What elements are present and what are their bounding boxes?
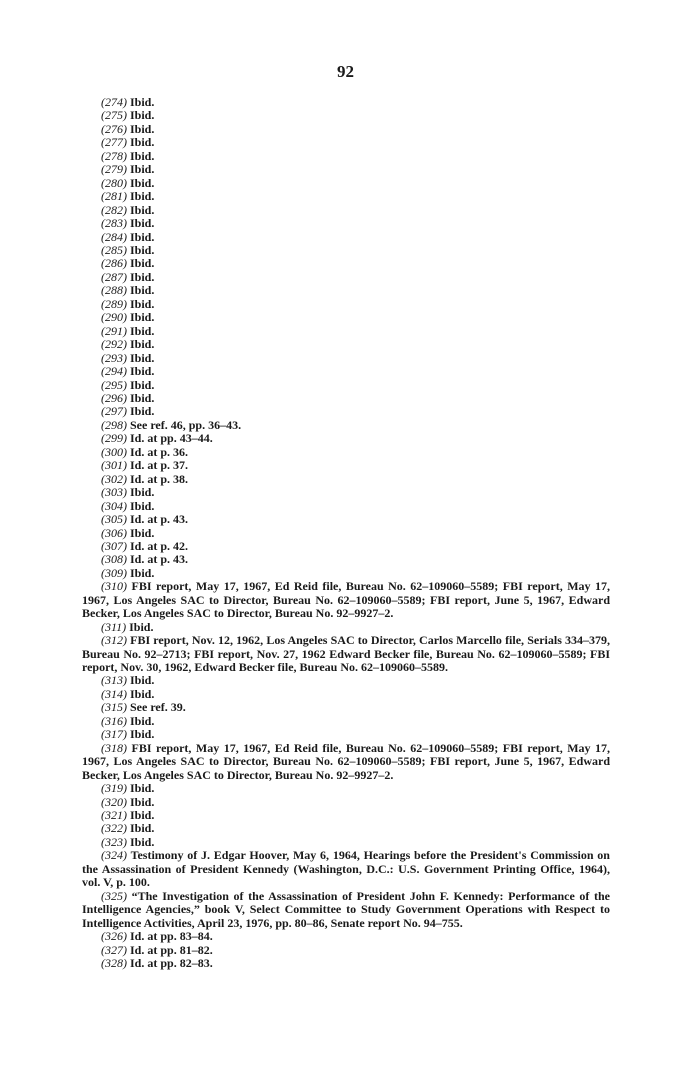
endnote-number: (312) [101, 633, 127, 648]
endnote-number: (320) [101, 794, 127, 809]
endnote-text: Ibid. [130, 310, 155, 325]
endnote [82, 379, 610, 392]
endnote-text: Ibid. [130, 565, 155, 580]
endnote-text: Ibid. [130, 202, 155, 217]
endnote [82, 419, 610, 432]
endnote-number: (285) [101, 242, 127, 257]
endnote-number: (321) [101, 808, 127, 823]
endnote [82, 742, 610, 782]
endnote [82, 405, 610, 418]
endnote-number: (287) [101, 269, 127, 284]
endnote-number: (301) [101, 458, 127, 473]
endnote-text: FBI report, May 17, 1967, Ed Reid file, Bureau No. 62–109060–5589; FBI report, May 17, 1967, Los Angeles SAC to Director, Bureau No. 62–109060–5589; FBI report, June 5, 1967, Edward Becker, Los Angeles SAC to Director, Bureau No. 92–9927–2. [82, 740, 611, 782]
endnote-text: Id. at pp. 43–44. [130, 431, 213, 446]
endnote-text: Id. at p. 43. [130, 552, 189, 567]
endnote [82, 849, 610, 889]
endnote [82, 567, 610, 580]
endnote-text: Id. at p. 36. [130, 444, 189, 459]
endnote-number: (288) [101, 283, 127, 298]
endnote-text: Ibid. [130, 121, 155, 136]
endnote [82, 244, 610, 257]
endnote-text: Ibid. [130, 162, 155, 177]
endnote-text: See ref. 39. [130, 700, 186, 715]
endnote-text: Id. at p. 43. [130, 512, 189, 527]
endnote-text: Ibid. [129, 619, 154, 634]
endnote-text: Ibid. [130, 337, 155, 352]
endnote-text: Ibid. [130, 821, 155, 836]
endnote [82, 486, 610, 499]
endnote-text: Id. at pp. 82–83. [130, 956, 213, 970]
endnote-text: Ibid. [130, 350, 155, 365]
endnote-number: (275) [101, 108, 127, 123]
endnote-text: FBI report, Nov. 12, 1962, Los Angeles SAC to Director, Carlos Marcello file, Serials 334–379, Bureau No. 92–2713; FBI report, Nov. 27, 1962 Edward Becker file, Bureau No. 62–109060–5589; FBI report, Nov. 30, 1962, Edward Becker file, Bureau No. 62–109060–5589. [82, 633, 611, 675]
endnote-text: Ibid. [130, 364, 155, 379]
endnote-text: Ibid. [130, 485, 155, 500]
endnote [82, 284, 610, 297]
endnote-text: Testimony of J. Edgar Hoover, May 6, 1964, Hearings before the President's Commission on the Assassination of President Kennedy (Washington, D.C.: U.S. Government Printing Office, 1964), vol. V, p. 100. [82, 848, 610, 890]
endnote [82, 473, 610, 486]
endnote [82, 204, 610, 217]
endnote-text: Ibid. [130, 525, 155, 540]
endnote-number: (280) [101, 175, 127, 190]
endnote-number: (300) [101, 444, 127, 459]
endnote-text: Ibid. [130, 498, 155, 513]
endnote-number: (295) [101, 377, 127, 392]
endnote-text: Ibid. [130, 135, 155, 150]
page-number: 92 [337, 62, 354, 81]
endnote [82, 527, 610, 540]
endnote [82, 217, 610, 230]
endnote-number: (324) [101, 848, 127, 863]
endnote-text: Ibid. [130, 727, 155, 742]
endnote-number: (309) [101, 565, 127, 580]
endnote-number: (279) [101, 162, 127, 177]
endnote-number: (289) [101, 296, 127, 311]
endnote [82, 890, 610, 930]
endnote-text: FBI report, May 17, 1967, Ed Reid file, Bureau No. 62–109060–5589; FBI report, May 17, 1967, Los Angeles SAC to Director, Bureau No. 62–109060–5589; FBI report, June 5, 1967, Edward Becker, Los Angeles SAC to Director, Bureau No. 92–9927–2. [82, 579, 611, 621]
endnote-text: See ref. 46, pp. 36–43. [130, 417, 242, 432]
endnote [82, 782, 610, 795]
endnote-text: Ibid. [130, 242, 155, 257]
endnote [82, 553, 610, 566]
endnote-text: Id. at pp. 83–84. [130, 929, 213, 944]
endnote-number: (283) [101, 216, 127, 231]
endnote-text: Ibid. [130, 216, 155, 231]
endnote [82, 580, 610, 620]
endnote-text: Id. at p. 42. [130, 538, 189, 553]
endnote-number: (326) [101, 929, 127, 944]
endnote-number: (291) [101, 323, 127, 338]
endnote [82, 688, 610, 701]
endnote-number: (308) [101, 552, 127, 567]
endnote-number: (323) [101, 834, 127, 849]
endnote-text: Ibid. [130, 323, 155, 338]
endnote [82, 634, 610, 674]
endnote-number: (327) [101, 942, 127, 957]
endnote [82, 715, 610, 728]
endnote-number: (319) [101, 781, 127, 796]
endnote [82, 621, 610, 634]
endnote-text: Ibid. [130, 229, 155, 244]
endnote-number: (318) [101, 740, 127, 755]
endnote-number: (311) [101, 619, 127, 634]
endnote-text: Id. at p. 38. [130, 471, 189, 486]
endnote [82, 311, 610, 324]
endnote-text: Ibid. [130, 834, 155, 849]
endnote-number: (274) [101, 95, 127, 109]
endnote [82, 190, 610, 203]
endnote [82, 728, 610, 741]
endnote-number: (322) [101, 821, 127, 836]
endnote [82, 500, 610, 513]
endnote-number: (328) [101, 956, 127, 970]
endnote-text: Ibid. [130, 686, 155, 701]
endnote-number: (315) [101, 700, 127, 715]
endnote-text: Ibid. [130, 390, 155, 405]
endnote-text: Ibid. [130, 296, 155, 311]
endnote-text: Ibid. [130, 404, 155, 419]
endnote-text: Ibid. [130, 713, 155, 728]
endnote-number: (302) [101, 471, 127, 486]
endnote [82, 836, 610, 849]
endnote-number: (294) [101, 364, 127, 379]
endnote [82, 809, 610, 822]
endnote-number: (293) [101, 350, 127, 365]
endnote-number: (296) [101, 390, 127, 405]
endnote [82, 150, 610, 163]
endnote [82, 365, 610, 378]
endnote-number: (278) [101, 148, 127, 163]
endnote [82, 674, 610, 687]
endnote-number: (304) [101, 498, 127, 513]
endnote [82, 352, 610, 365]
endnote [82, 325, 610, 338]
endnote-text: Id. at p. 37. [130, 458, 189, 473]
endnote-number: (286) [101, 256, 127, 271]
endnote-text: Ibid. [130, 781, 155, 796]
endnote [82, 957, 610, 970]
endnote [82, 257, 610, 270]
endnote-number: (290) [101, 310, 127, 325]
endnote-number: (310) [101, 579, 127, 594]
endnote-text: Ibid. [130, 377, 155, 392]
endnote-number: (277) [101, 135, 127, 150]
endnotes-list [82, 96, 610, 970]
endnote [82, 513, 610, 526]
endnote [82, 123, 610, 136]
endnote [82, 930, 610, 943]
endnote-text: “The Investigation of the Assassination of President John F. Kennedy: Performance of the Intelligence Agencies,” book V, Select Committee to Study Government Operations with Respect to Intelligence Activities, April 23, 1976, pp. 80–86, Senate report No. 94–755. [82, 888, 611, 930]
endnote-number: (297) [101, 404, 127, 419]
endnote [82, 432, 610, 445]
endnote-number: (306) [101, 525, 127, 540]
endnote-number: (281) [101, 189, 127, 204]
endnote [82, 540, 610, 553]
endnote-number: (313) [101, 673, 127, 688]
endnote [82, 459, 610, 472]
endnote-number: (316) [101, 713, 127, 728]
endnote-text: Ibid. [130, 256, 155, 271]
endnote-text: Ibid. [130, 148, 155, 163]
endnote-text: Ibid. [130, 673, 155, 688]
endnote-number: (284) [101, 229, 127, 244]
endnote [82, 177, 610, 190]
endnote-number: (276) [101, 121, 127, 136]
endnote [82, 701, 610, 714]
endnote-text: Ibid. [130, 794, 155, 809]
endnote-number: (314) [101, 686, 127, 701]
endnote [82, 271, 610, 284]
endnote-number: (325) [101, 888, 127, 903]
endnote-text: Ibid. [130, 175, 155, 190]
endnote-text: Ibid. [130, 108, 155, 123]
endnote [82, 822, 610, 835]
endnote [82, 96, 610, 109]
endnote-number: (303) [101, 485, 127, 500]
endnote-number: (307) [101, 538, 127, 553]
endnote-number: (299) [101, 431, 127, 446]
endnote [82, 109, 610, 122]
endnote [82, 944, 610, 957]
endnote [82, 446, 610, 459]
endnote-text: Ibid. [130, 283, 155, 298]
endnote [82, 231, 610, 244]
endnote [82, 136, 610, 149]
endnote-number: (298) [101, 417, 127, 432]
endnote-text: Ibid. [130, 269, 155, 284]
endnote-text: Ibid. [130, 189, 155, 204]
endnote [82, 163, 610, 176]
endnote [82, 796, 610, 809]
endnote-text: Ibid. [130, 808, 155, 823]
endnote-number: (282) [101, 202, 127, 217]
endnote-number: (292) [101, 337, 127, 352]
endnote-number: (305) [101, 512, 127, 527]
endnote [82, 338, 610, 351]
endnote-text: Ibid. [130, 95, 155, 109]
endnote-text: Id. at pp. 81–82. [130, 942, 213, 957]
endnote-number: (317) [101, 727, 127, 742]
endnote [82, 392, 610, 405]
endnote [82, 298, 610, 311]
